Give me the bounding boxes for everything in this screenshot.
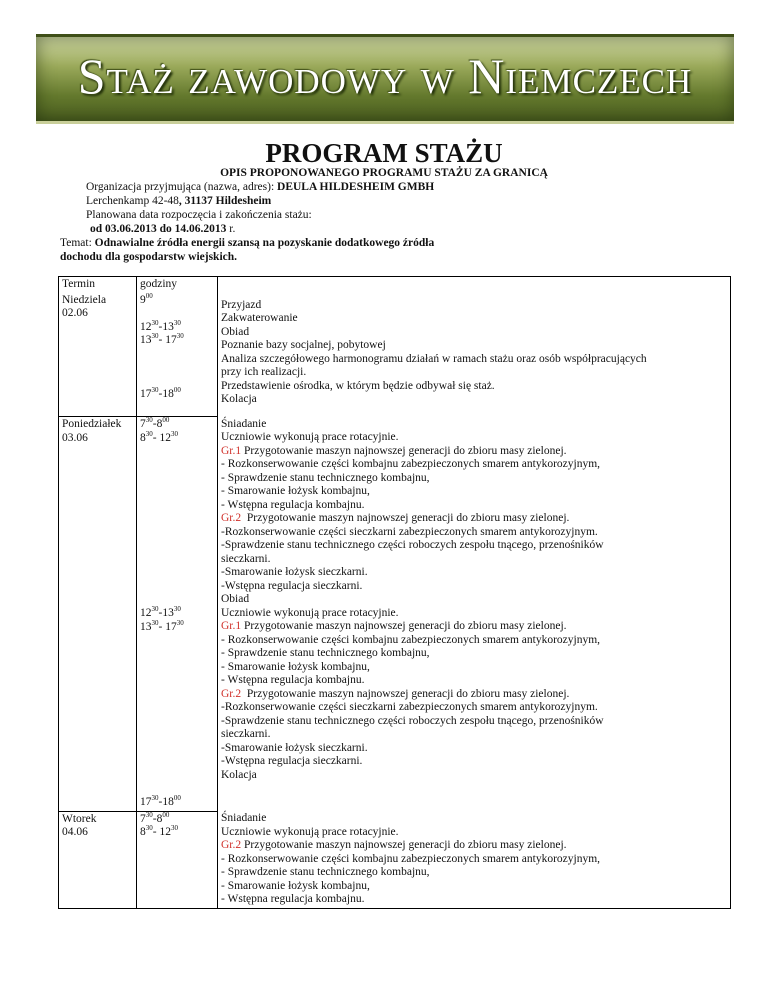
program-table — [58, 276, 731, 909]
day-date: 04.06 — [62, 826, 88, 838]
hour-breakfast: $7^{30}-8^{00}$ — [140, 416, 170, 430]
hours-cell — [137, 417, 218, 812]
group-2-label: Gr.2 — [221, 839, 242, 851]
hour-afternoon: $13^{30}-$ $17^{30}$ — [140, 332, 184, 346]
header-hours: godziny — [137, 277, 218, 293]
group-1-label: Gr.1 — [221, 620, 242, 632]
address-street: Lerchenkamp 42-48 — [86, 195, 179, 207]
header-term: Termin — [59, 277, 137, 293]
hour-breakfast: $7^{30}-8^{00}$ — [140, 810, 170, 825]
hour-morning: $8^{30}-$ $12^{30}$ — [140, 824, 178, 838]
organization-label: Organizacja przyjmująca (nazwa, adres): — [86, 181, 275, 193]
day-name: Niedziela — [62, 293, 107, 306]
organization-line — [86, 180, 434, 194]
table-header-row — [59, 277, 731, 293]
dates-suffix: r. — [229, 223, 236, 235]
topic-line-2 — [60, 250, 237, 264]
address-line: Lerchenkamp 42-48, 31137 Hildesheim — [86, 195, 272, 207]
organization-name: DEULA HILDESHEIM GMBH — [277, 181, 435, 193]
day-cell — [59, 811, 137, 908]
activity-cell: Przyjazd Zakwaterowanie Obiad Poznanie bazy socjalnej, pobytowej Analiza szczegółowego harmonogramu działań w ramach stażu oraz osób współpracujących przy ich realizacji. Przedstawienie ośrodka, w którym będzie odbywał się staż. Kolacja — [218, 293, 731, 417]
hour-lunch: $12^{30}-13^{30}$ — [140, 605, 181, 619]
hour-lunch: $12^{30}-13^{30}$ — [140, 318, 181, 333]
page-subtitle: OPIS PROPONOWANEGO PROGRAMU STAŻU ZA GRANICĄ — [220, 167, 548, 179]
day-date: 02.06 — [62, 307, 88, 319]
day-date: 03.06 — [62, 431, 88, 444]
day-cell — [59, 417, 137, 812]
group-1-label: Gr.1 — [221, 444, 242, 457]
header-empty — [218, 277, 731, 293]
table-row — [59, 417, 731, 812]
address-city: 31137 Hildesheim — [184, 195, 272, 207]
table-row — [59, 811, 731, 908]
group-2-label: Gr.2 — [221, 687, 242, 700]
table-row — [59, 293, 731, 417]
day-name: Wtorek — [62, 812, 97, 825]
group-2-label: Gr.2 — [221, 512, 242, 524]
dates-line — [90, 222, 235, 236]
page-title: PROGRAM STAŻU — [265, 138, 503, 168]
dates-label: Planowana data rozpoczęcia i zakończenia stażu: — [86, 209, 312, 221]
topic-label: Temat: — [60, 237, 92, 249]
topic-text-1: Odnawialne źródła energii szansą na pozyskanie dodatkowego źródła — [94, 237, 435, 249]
topic-line — [60, 236, 434, 250]
banner-title: Staż zawodowy w Niemczech — [77, 48, 693, 104]
hour-afternoon: $13^{30}-$ $17^{30}$ — [140, 618, 184, 633]
header-banner — [36, 34, 734, 124]
day-cell — [59, 293, 137, 417]
activity-cell: Śniadanie Uczniowie wykonują prace rotacyjnie. Gr.2 Przygotowanie maszyn najnowszej generacji do zbioru masy zielonej. - Rozkonserwowanie części kombajnu zabezpieczonych smarem antykorozyjnym, - Sprawdzenie stanu technicznego kombajnu, - Smarowanie łożysk kombajnu, - Wstępna regulacja kombajnu. — [218, 811, 731, 908]
activity-cell: Śniadanie Uczniowie wykonują prace rotacyjnie. Gr.1 Przygotowanie maszyn najnowszej generacji do zbioru masy zielonej. - Rozkonserwowanie części kombajnu zabezpieczonych smarem antykorozyjnym, - Sprawdzenie stanu technicznego kombajnu, - Smarowanie łożysk kombajnu, - Wstępna regulacja kombajnu. Gr.2 Przygotowanie maszyn najnowszej generacji do zbioru masy zielonej. -Rozkonserwowanie części sieczkarni zabezpieczonych smarem antykorozyjnym. -Sprawdzenie stanu technicznego części roboczych zespołu tnącego, przenośników sieczkarni. -Smarowanie łożysk sieczkarni. -Wstępna regulacja sieczkarni. Obiad Uczniowie wykonują prace rotacyjnie. Gr.1 Przygotowanie maszyn najnowszej generacji do zbioru masy zielonej. - Rozkonserwowanie części kombajnu zabezpieczonych smarem antykorozyjnym, - Sprawdzenie stanu technicznego kombajnu, - Smarowanie łożysk kombajnu, - Wstępna regulacja kombajnu. Gr.2 Przygotowanie maszyn najnowszej generacji do zbioru masy zielonej. -Rozkonserwowanie części sieczkarni zabezpieczonych smarem antykorozyjnym. -Sprawdzenie stanu technicznego części roboczych zespołu tnącego, przenośników sieczkarni. -Smarowanie łożysk sieczkarni. -Wstępna regulacja sieczkarni. Kolacja — [218, 417, 731, 812]
hours-cell — [137, 293, 218, 417]
hour-0900: $9^{00}$ — [140, 291, 153, 306]
day-name: Poniedziałek — [62, 418, 122, 430]
hour-morning: $8^{30}-$ $12^{30}$ — [140, 429, 178, 444]
topic-text-2: dochodu dla gospodarstw wiejskich. — [60, 251, 238, 263]
hour-supper: $17^{30}-18^{00}$ — [140, 794, 181, 808]
hour-supper: $17^{30}-18^{00}$ — [140, 386, 181, 400]
dates-value: od 03.06.2013 do 14.06.2013 — [90, 223, 227, 235]
hours-cell — [137, 811, 218, 908]
